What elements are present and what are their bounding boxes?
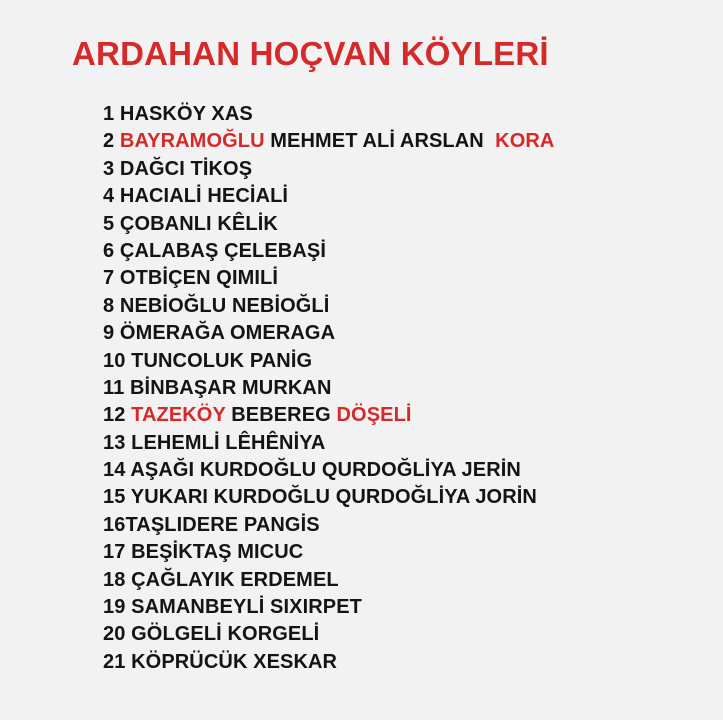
list-item [103, 457, 554, 484]
item-number: 14 [103, 459, 126, 482]
item-old-name: MURKAN [242, 376, 332, 399]
item-number: 20 [103, 623, 126, 646]
item-name: BAYRAMOĞLU [119, 130, 265, 153]
item-name: HASKÖY [119, 103, 206, 125]
item-name: GÖLGELİ [131, 623, 222, 646]
item-name: BEŞİKTAŞ [131, 541, 232, 564]
list-item [103, 621, 554, 648]
list-item [103, 265, 554, 292]
item-number: 2 [103, 130, 115, 153]
list-item [103, 567, 554, 594]
item-name: ÇOBANLI [119, 212, 212, 235]
item-name: LEHEMLİ [131, 431, 220, 454]
item-number: 6 [103, 239, 115, 262]
item-number: 1 [103, 103, 115, 125]
list-item [103, 594, 554, 621]
item-old-name: PANGİS [243, 513, 320, 536]
list-item [103, 183, 554, 210]
item-old-name: XESKAR [253, 650, 338, 673]
list-item [103, 484, 554, 511]
item-name: TUNCOLUK [131, 349, 245, 372]
item-name: AŞAĞI KURDOĞLU [130, 459, 317, 482]
village-list [103, 101, 554, 676]
list-item [103, 539, 554, 566]
item-old-name: DÖŞELİ [336, 404, 412, 427]
item-old-name: KORA [495, 130, 555, 153]
list-item [103, 101, 554, 128]
list-item [103, 293, 554, 320]
item-old-name: HECİALİ [207, 185, 289, 208]
list-item [103, 348, 554, 375]
item-name: KÖPRÜCÜK [131, 650, 248, 673]
item-old-name: TİKOŞ [190, 157, 253, 180]
item-name: TAŞLIDERE [125, 513, 239, 536]
item-old-name: KÊLİK [217, 212, 278, 235]
item-number: 3 [103, 157, 115, 180]
item-name: ÖMERAĞA [119, 322, 225, 345]
item-old-name: QURDOĞLİYA JERİN [321, 459, 521, 482]
item-number: 15 [103, 486, 126, 509]
item-number: 12 [103, 404, 126, 427]
list-item [103, 128, 554, 155]
item-number: 7 [103, 267, 115, 290]
item-old-name: NEBİOĞLİ [231, 294, 330, 317]
item-old-name: ÇELEBAŞİ [224, 239, 326, 262]
list-item [103, 211, 554, 238]
item-old-name: MICUC [237, 541, 304, 564]
list-item [103, 375, 554, 402]
item-name: OTBİÇEN [119, 267, 211, 290]
item-old-name: XAS [211, 103, 253, 125]
item-old-name: QIMILİ [216, 267, 278, 290]
list-item [103, 430, 554, 457]
list-item [103, 320, 554, 347]
item-old-name: ERDEMEL [240, 568, 339, 591]
item-old-name: KORGELİ [227, 623, 320, 646]
item-number: 10 [103, 349, 126, 372]
item-number: 21 [103, 650, 126, 673]
item-name: YUKARI KURDOĞLU [130, 486, 331, 509]
item-name: TAZEKÖY [131, 404, 226, 427]
item-name: ÇALABAŞ [119, 239, 219, 262]
item-name: ÇAĞLAYIK [131, 568, 235, 591]
item-old-name: LÊHÊNİYA [225, 431, 326, 454]
list-item [103, 238, 554, 265]
item-middle-name: BEBEREG [231, 404, 331, 427]
item-number: 19 [103, 596, 126, 619]
item-number: 18 [103, 568, 126, 591]
item-number: 8 [103, 294, 115, 317]
item-name: DAĞCI [119, 157, 185, 180]
list-item [103, 156, 554, 183]
item-number: 11 [103, 376, 125, 399]
item-old-name: OMERAGA [229, 322, 336, 345]
item-old-name: PANİG [249, 349, 313, 372]
item-number: 9 [103, 322, 115, 345]
item-number: 17 [103, 541, 126, 564]
list-item [103, 512, 554, 539]
item-number: 4 [103, 185, 115, 208]
list-item [103, 402, 554, 429]
item-name: SAMANBEYLİ [131, 596, 265, 619]
item-name: HACIALİ [119, 185, 202, 208]
item-name: BİNBAŞAR [130, 376, 237, 399]
list-item [103, 649, 554, 676]
item-number: 16 [103, 513, 126, 536]
item-middle-name: MEHMET ALİ ARSLAN [270, 130, 484, 153]
item-old-name: QURDOĞLİYA JORİN [335, 486, 537, 509]
page-title: ARDAHAN HOÇVAN KÖYLERİ [72, 35, 549, 72]
item-number: 5 [103, 212, 115, 235]
item-name: NEBİOĞLU [119, 294, 227, 317]
item-number: 13 [103, 431, 126, 454]
item-old-name: SIXIRPET [270, 596, 362, 619]
